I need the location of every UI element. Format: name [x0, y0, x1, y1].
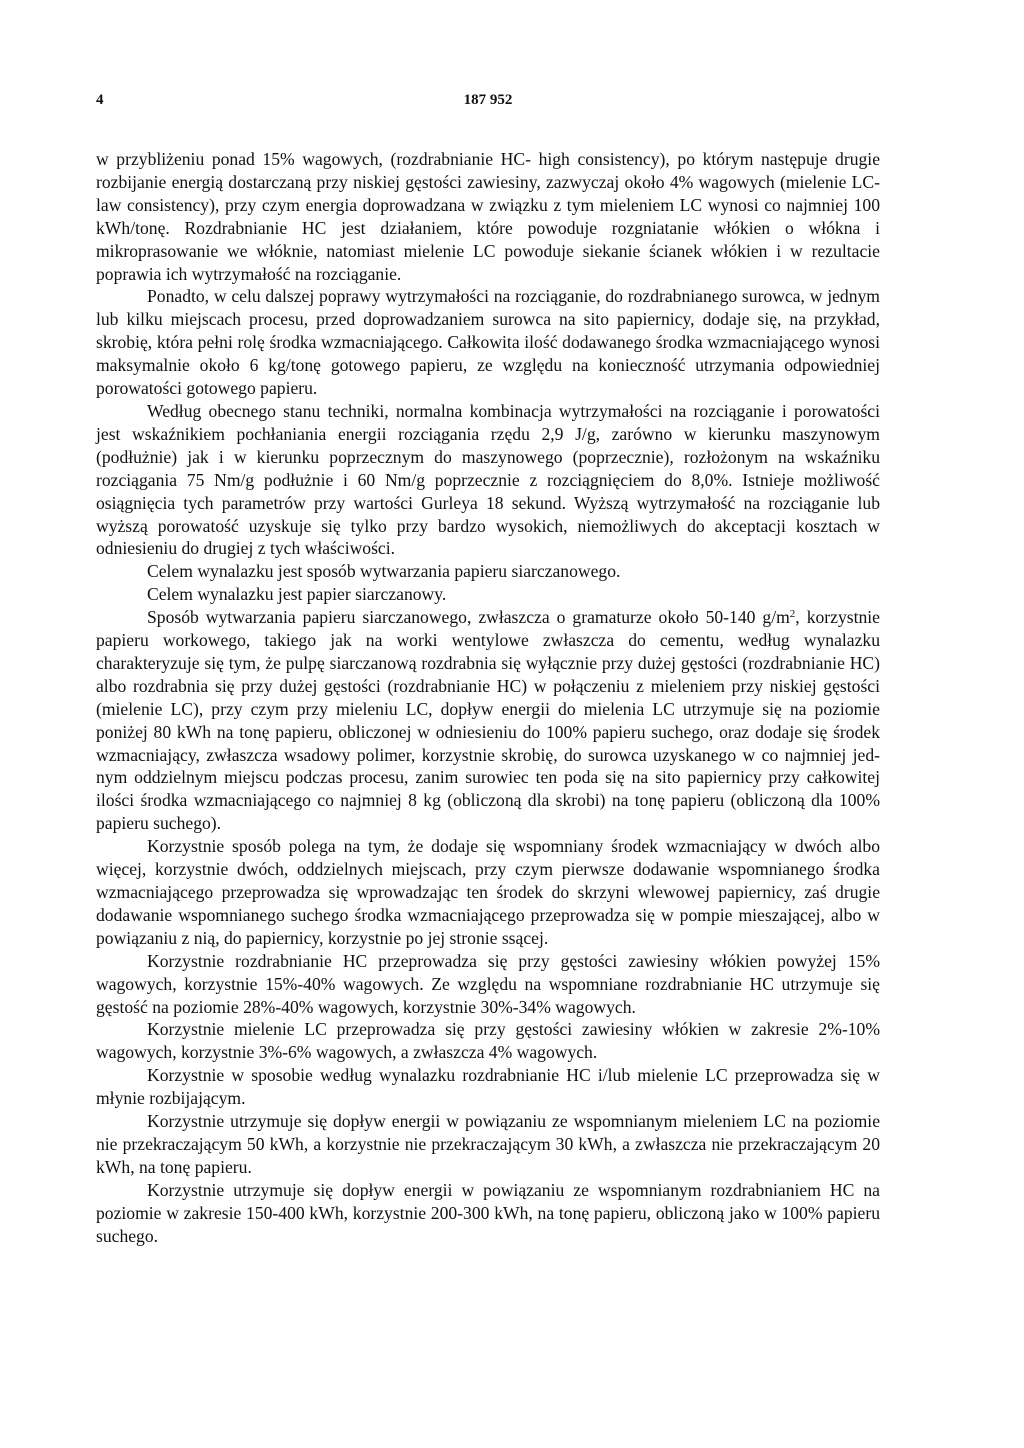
paragraph-5: Celem wynalazku jest papier siarczanowy.	[147, 584, 447, 605]
paragraph-12: Korzystnie utrzymuje się dopływ energii w powiązaniu ze wspomnianym rozdrabnianiem HC na poziomie w zakresie 150-400 kWh, korzystnie 200-300 kWh, na tonę papieru, obliczoną jako w 100% papieru suchego.	[96, 1179, 880, 1246]
paragraph-6	[96, 606, 880, 835]
page-header	[96, 92, 880, 114]
page-number: 4	[96, 92, 104, 108]
method-text-comma: ,	[795, 607, 800, 628]
paragraph-11: Korzystnie utrzymuje się dopływ energii w powiązaniu ze wspomnianym mieleniem LC na poziomie nie przekraczającym 50 kWh, a korzystnie nie przekraczającym 30 kWh, a zwłaszcza nie przekraczającym 20 kWh, na tonę papieru.	[96, 1111, 880, 1177]
paragraph-8: Korzystnie rozdrabnianie HC przeprowadza się przy gęstości zawiesiny włókien powyżej 15% wagowych, korzystnie 15%-40% wagowych. Ze względu na wspomniane rozdrabnianie HC utrzymuje się gęstość na poziomie 28%-40% wagowych, korzystnie 30%-34% wagowych.	[96, 950, 880, 1017]
paragraph-2: Ponadto, w celu dalszej poprawy wytrzymałości na rozciąganie, do rozdrabnianego surowca, w jednym lub kilku miejscach procesu, przed doprowadzaniem surowca na sito papiernicy, dodaje się, na przykład, skrobię, która pełni rolę środka wzmacniającego. Całkowita ilość dodawanego środka wzmacniającego wynosi maksymalnie około 6 kg/tonę gotowego papieru, ze względu na konieczność utrzymania odpowiedniej porowatości gotowego papieru.	[96, 286, 880, 399]
paragraph-9: Korzystnie mielenie LC przeprowadza się przy gęstości zawiesiny włókien w zakresie 2%-10% wagowych, korzystnie 3%-6% wagowych, a zwłaszcza 4% wagowych.	[96, 1019, 880, 1063]
paragraph-7: Korzystnie sposób polega na tym, że dodaje się wspomniany środek wzmacniający w dwóch albo więcej, korzystnie dwóch, oddzielnych miejscach, przy czym pierwsze dodawanie wspomnianego środka wzmacniającego przeprowadza się wprowadzając ten środek do skrzyni wlewowej papiernicy, zaś drugie dodawanie wspomnianego suchego środka wzmacniającego przeprowadza się w pompie mieszającej, albo w powiązaniu z nią, do papiernicy, korzystnie po jej stronie ssącej.	[96, 836, 880, 948]
method-text-start: Sposób wytwarzania papieru siarczanowego, zwłaszcza o gramaturze około 50-140 g/m	[147, 607, 790, 628]
paragraph-4: Celem wynalazku jest sposób wytwarzania papieru siarczanowego.	[147, 561, 621, 582]
paragraph-3: Według obecnego stanu techniki, normalna kombinacja wytrzymałości na rozciąganie i porowatości jest wskaźnikiem pochłaniania energii rozciągania rzędu 2,9 J/g, zarówno w kierunku maszynowym (podłużnie) jak i w kierunku poprzecznym do maszynowego (poprzecznie), rozłożonym na wskaźniku rozciągania 75 Nm/g podłużnie i 60 Nm/g poprzecznie z rozciągnięciem do 8,0%. Istnieje możliwość osiągnięcia tych parametrów przy wartości Gurleya 18 sekund. Wyższą wytrzymałość na rozciąganie lub wyższą porowatość uzyskuje się tylko przy bardzo wysokich, niemożliwych do akceptacji kosztach w odniesieniu do drugiej z tych właściwości.	[96, 400, 880, 559]
document-page	[96, 92, 880, 1248]
method-text-rest: korzystnie papieru workowego, takiego jak na worki wentylowe zwłaszcza do cementu, według wynalazku charakteryzuje się tym, że pulpę siarczanową rozdrabnia się wyłącznie przy dużej gęstości (rozdrabnianie HC) albo rozdrabnia się przy dużej gęstości (rozdrabnianie HC) w połączeniu z mieleniem przy niskiej gęstości (mielenie LC), przy czym przy mieleniu LC, dopływ energii do mielenia LC utrzymuje się na poziomie poniżej 80 kWh na tonę papieru, obliczonej w odniesieniu do 100% papieru suchego, oraz dodaje się środek wzmacniający, zwłaszcza wsadowy polimer, korzystnie skrobię, do surowca uzyskanego w co najmniej jednym oddzielnym miejscu podczas procesu, zanim surowiec ten poda się na sito papiernicy przy całkowitej ilości środka wzmacniającego co najmniej 8 kg (obliczoną dla skrobi) na tonę papieru (obliczoną dla 100% papieru suchego).	[96, 607, 880, 834]
document-number: 187 952	[463, 92, 513, 108]
body-text	[96, 148, 880, 1248]
paragraph-10: Korzystnie w sposobie według wynalazku rozdrabnianie HC i/lub mielenie LC przeprowadza się w młynie rozbijającym.	[96, 1065, 880, 1109]
superscript-2: 2	[789, 608, 796, 621]
paragraph-1: w przybliżeniu ponad 15% wagowych, (rozdrabnianie HC- high consistency), po którym następuje drugie rozbijanie energią dostarczaną przy niskiej gęstości zawiesiny, zazwyczaj około 4% wagowych (mielenie LC- law consistency), przy czym energia doprowadzana w związku z tym mieleniem LC wynosi co najmniej 100 kWh/tonę. Rozdrabnianie HC jest działaniem, które powoduje rozgniatanie włókien o włókna i mikroprasowanie we włóknie, natomiast mielenie LC powoduje siekanie ścianek włókien i w rezultacie poprawia ich wytrzymałość na rozciąganie.	[96, 149, 880, 284]
